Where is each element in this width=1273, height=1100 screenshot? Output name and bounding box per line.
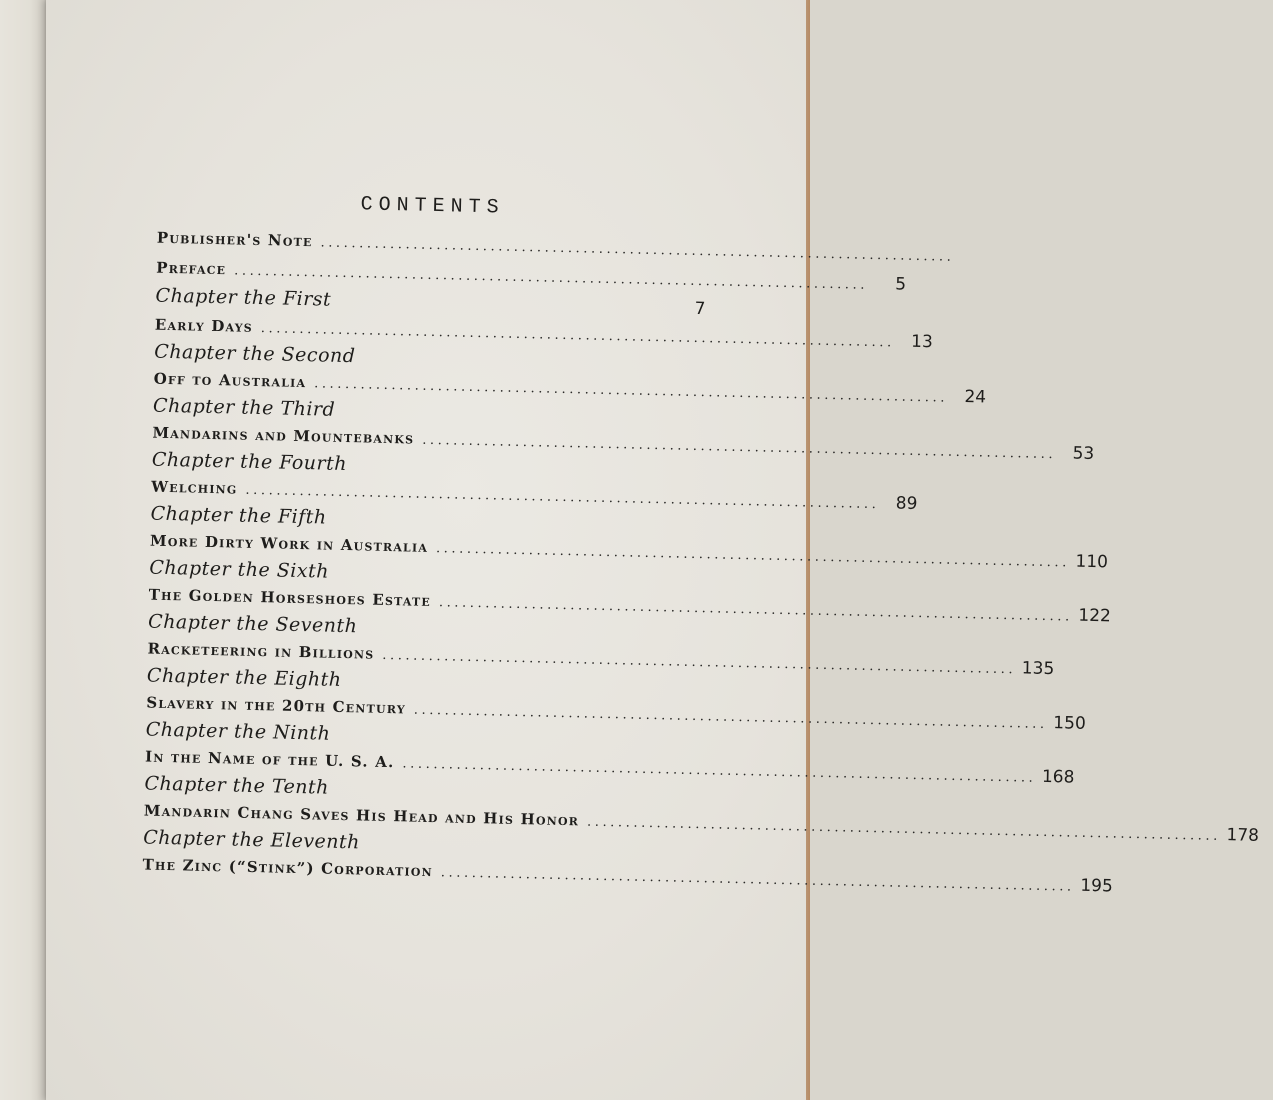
toc-page-number: 122 [1078,605,1112,627]
toc-title: More Dirty Work in Australia [149,531,429,556]
toc-title: In the Name of the U. S. A. [144,747,395,772]
toc-title: The Zinc (“Stink”) Corporation [142,855,434,881]
chapter-label: Chapter the Tenth [144,772,330,799]
toc-page-number: 89 [895,493,918,514]
chapter-label: Chapter the Seventh [147,610,358,638]
toc-page-number: 7 [694,298,706,320]
contents-heading: CONTENTS [360,193,505,220]
dot-leader: .................................................................................. [413,702,1048,733]
chapter-label: Chapter the Sixth [149,556,330,583]
toc-page-number: 24 [964,387,987,408]
toc-page-number: 178 [1226,825,1260,846]
dot-leader: .................................................................................. [234,263,869,293]
toc-title: The Golden Horseshoes Estate [148,585,432,610]
dot-leader: .................................................................................. [435,541,1071,571]
chapter-label: Chapter the Ninth [145,718,331,745]
toc-page-number: 195 [1080,875,1114,897]
chapter-label: Chapter the Fourth [151,448,348,476]
dot-leader: .................................................................................. [313,376,949,406]
dot-leader: .................................................................................. [382,647,1017,678]
toc-page-number: 150 [1053,713,1086,734]
toc-title: Mandarins and Mountebanks [152,423,415,448]
chapter-label: Chapter the Fifth [150,502,327,529]
dot-leader: .................................................................................. [260,321,895,351]
chapter-label: Chapter the Eighth [146,664,342,691]
book-page [46,0,1260,1100]
dot-leader: .................................................................................. [586,814,1222,844]
toc-page-number: 110 [1075,551,1109,573]
toc-title: Off to Australia [153,369,307,392]
chapter-label: Chapter the Third [152,394,336,421]
dot-leader: .................................................................................. [422,432,1057,463]
toc-page-number: 5 [895,274,907,295]
toc-page-number: 53 [1072,443,1095,464]
toc-page-number: 135 [1021,658,1055,680]
toc-page-number: 168 [1041,766,1075,788]
toc-title: Early Days [154,315,254,336]
toc-page-number: 13 [910,331,934,353]
toc-entry-chapter-11 [142,825,1114,897]
dot-leader: .................................................................................. [440,865,1075,895]
toc-title: Slavery in the 20th Century [146,693,407,718]
dot-leader: .................................................................................. [320,235,955,265]
toc-title: Publisher's Note [156,228,313,251]
toc-title: Mandarin Chang Saves His Head and His Honor [143,801,580,830]
chapter-label: Chapter the Second [154,340,356,368]
dot-leader: .................................................................................. [438,595,1073,625]
chapter-label: Chapter the Eleventh [143,826,361,854]
dot-leader: .................................................................................. [245,482,880,513]
dot-leader: .................................................................................. [402,756,1037,786]
toc-title: Racketeering in Billions [147,639,375,663]
table-of-contents [112,188,1260,897]
chapter-label: Chapter the First [155,284,332,311]
toc-title: Welching [151,477,238,498]
toc-page-number [958,261,992,262]
toc-title: Preface [155,258,227,279]
